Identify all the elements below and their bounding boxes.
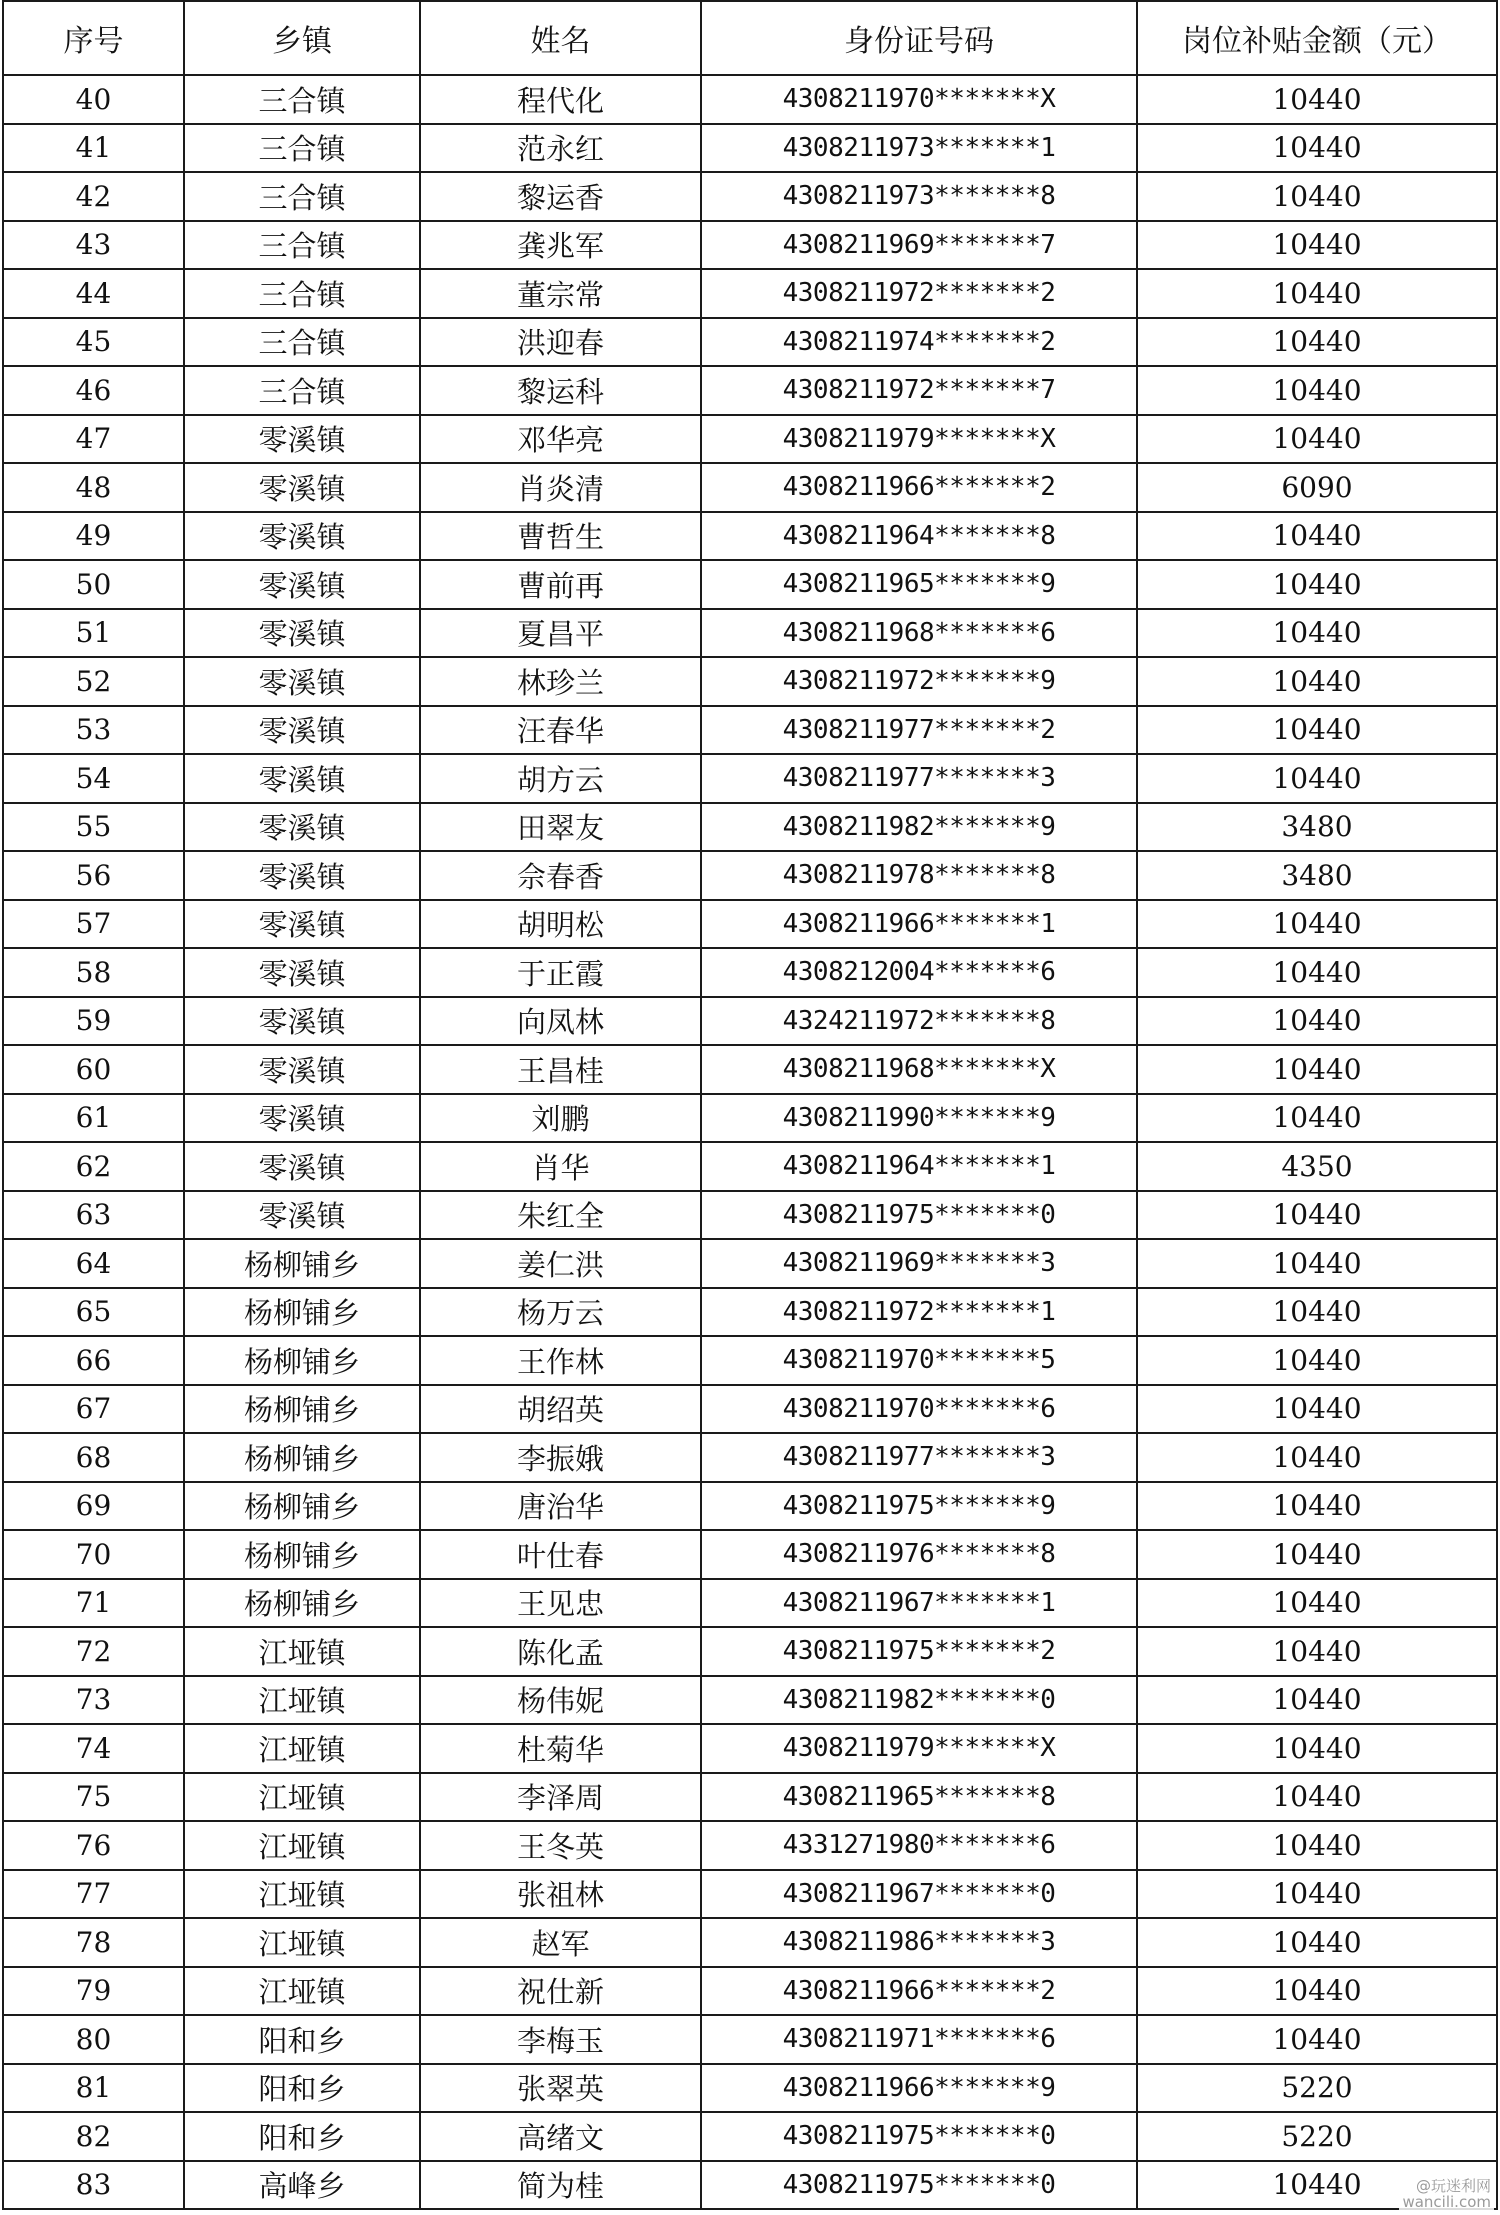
cell-township: 零溪镇 xyxy=(184,609,420,658)
cell-name: 胡方云 xyxy=(420,754,701,803)
cell-name: 杜菊华 xyxy=(420,1724,701,1773)
cell-seq: 60 xyxy=(3,1045,184,1094)
col-header-name: 姓名 xyxy=(420,1,701,75)
table-row xyxy=(3,124,1497,173)
cell-name: 汪春华 xyxy=(420,706,701,755)
cell-id-number: 4308211982*******0 xyxy=(701,1676,1137,1725)
cell-id-number: 4308211969*******3 xyxy=(701,1239,1137,1288)
cell-township: 零溪镇 xyxy=(184,1094,420,1143)
cell-subsidy-amount: 10440 xyxy=(1137,948,1497,997)
cell-township: 杨柳铺乡 xyxy=(184,1482,420,1531)
table-row xyxy=(3,75,1497,124)
cell-seq: 55 xyxy=(3,803,184,852)
cell-id-number: 4308211975*******2 xyxy=(701,1627,1137,1676)
cell-id-number: 4308211964*******1 xyxy=(701,1142,1137,1191)
cell-subsidy-amount: 10440 xyxy=(1137,1821,1497,1870)
cell-name: 王见忠 xyxy=(420,1579,701,1628)
cell-subsidy-amount: 10440 xyxy=(1137,221,1497,270)
cell-township: 杨柳铺乡 xyxy=(184,1336,420,1385)
cell-id-number: 4308211975*******0 xyxy=(701,1191,1137,1240)
cell-id-number: 4308211967*******0 xyxy=(701,1870,1137,1919)
cell-seq: 63 xyxy=(3,1191,184,1240)
cell-name: 肖华 xyxy=(420,1142,701,1191)
cell-township: 零溪镇 xyxy=(184,851,420,900)
cell-subsidy-amount: 10440 xyxy=(1137,1676,1497,1725)
cell-subsidy-amount: 10440 xyxy=(1137,75,1497,124)
cell-id-number: 4308211977*******2 xyxy=(701,706,1137,755)
cell-subsidy-amount: 10440 xyxy=(1137,1239,1497,1288)
cell-id-number: 4308211967*******1 xyxy=(701,1579,1137,1628)
cell-subsidy-amount: 10440 xyxy=(1137,1336,1497,1385)
cell-township: 零溪镇 xyxy=(184,657,420,706)
cell-id-number: 4331271980*******6 xyxy=(701,1821,1137,1870)
cell-name: 王昌桂 xyxy=(420,1045,701,1094)
cell-id-number: 4308211966*******9 xyxy=(701,2064,1137,2113)
cell-seq: 50 xyxy=(3,560,184,609)
cell-name: 于正霞 xyxy=(420,948,701,997)
cell-name: 李泽周 xyxy=(420,1773,701,1822)
cell-township: 阳和乡 xyxy=(184,2015,420,2064)
cell-name: 高绪文 xyxy=(420,2112,701,2161)
cell-township: 阳和乡 xyxy=(184,2112,420,2161)
table-row xyxy=(3,1821,1497,1870)
cell-subsidy-amount: 10440 xyxy=(1137,318,1497,367)
cell-subsidy-amount: 5220 xyxy=(1137,2064,1497,2113)
cell-subsidy-amount: 3480 xyxy=(1137,851,1497,900)
cell-seq: 73 xyxy=(3,1676,184,1725)
cell-name: 唐治华 xyxy=(420,1482,701,1531)
cell-id-number: 4308211966*******2 xyxy=(701,1967,1137,2016)
cell-subsidy-amount: 10440 xyxy=(1137,124,1497,173)
cell-id-number: 4308211979*******X xyxy=(701,1724,1137,1773)
cell-id-number: 4308211986*******3 xyxy=(701,1918,1137,1967)
cell-township: 零溪镇 xyxy=(184,948,420,997)
cell-seq: 65 xyxy=(3,1288,184,1337)
cell-subsidy-amount: 4350 xyxy=(1137,1142,1497,1191)
cell-id-number: 4308211975*******9 xyxy=(701,1482,1137,1531)
cell-township: 三合镇 xyxy=(184,318,420,367)
cell-township: 零溪镇 xyxy=(184,754,420,803)
cell-seq: 57 xyxy=(3,900,184,949)
table-row xyxy=(3,1385,1497,1434)
table-row xyxy=(3,1967,1497,2016)
cell-subsidy-amount: 10440 xyxy=(1137,1045,1497,1094)
cell-name: 祝仕新 xyxy=(420,1967,701,2016)
cell-township: 三合镇 xyxy=(184,221,420,270)
cell-name: 邓华亮 xyxy=(420,415,701,464)
cell-seq: 46 xyxy=(3,366,184,415)
cell-name: 曹前再 xyxy=(420,560,701,609)
cell-subsidy-amount: 10440 xyxy=(1137,1530,1497,1579)
table-row xyxy=(3,221,1497,270)
cell-seq: 80 xyxy=(3,2015,184,2064)
table-row xyxy=(3,851,1497,900)
table-header-row xyxy=(3,1,1497,75)
table-row xyxy=(3,1773,1497,1822)
cell-subsidy-amount: 10440 xyxy=(1137,657,1497,706)
cell-id-number: 4308211972*******7 xyxy=(701,366,1137,415)
cell-seq: 53 xyxy=(3,706,184,755)
cell-subsidy-amount: 10440 xyxy=(1137,1724,1497,1773)
cell-seq: 40 xyxy=(3,75,184,124)
cell-name: 赵军 xyxy=(420,1918,701,1967)
cell-id-number: 4308211975*******0 xyxy=(701,2161,1137,2210)
document-sheet xyxy=(2,0,1496,2215)
cell-seq: 75 xyxy=(3,1773,184,1822)
col-header-subsidy-amount: 岗位补贴金额（元） xyxy=(1137,1,1497,75)
cell-township: 零溪镇 xyxy=(184,900,420,949)
cell-seq: 81 xyxy=(3,2064,184,2113)
cell-seq: 64 xyxy=(3,1239,184,1288)
cell-subsidy-amount: 10440 xyxy=(1137,2015,1497,2064)
cell-name: 黎运科 xyxy=(420,366,701,415)
cell-seq: 41 xyxy=(3,124,184,173)
table-body xyxy=(3,75,1497,2209)
cell-township: 零溪镇 xyxy=(184,415,420,464)
cell-id-number: 4324211972*******8 xyxy=(701,997,1137,1046)
table-row xyxy=(3,609,1497,658)
cell-subsidy-amount: 10440 xyxy=(1137,1870,1497,1919)
cell-id-number: 4308211973*******1 xyxy=(701,124,1137,173)
cell-name: 黎运香 xyxy=(420,172,701,221)
cell-subsidy-amount: 10440 xyxy=(1137,560,1497,609)
cell-subsidy-amount: 10440 xyxy=(1137,415,1497,464)
cell-township: 零溪镇 xyxy=(184,1142,420,1191)
cell-seq: 83 xyxy=(3,2161,184,2210)
table-row xyxy=(3,2015,1497,2064)
cell-township: 三合镇 xyxy=(184,366,420,415)
table-row xyxy=(3,1530,1497,1579)
table-row xyxy=(3,512,1497,561)
cell-id-number: 4308211966*******1 xyxy=(701,900,1137,949)
table-row xyxy=(3,415,1497,464)
watermark-line-2: wancili.com xyxy=(1402,2193,1491,2211)
table-row xyxy=(3,2161,1497,2210)
cell-township: 零溪镇 xyxy=(184,1045,420,1094)
cell-name: 陈化孟 xyxy=(420,1627,701,1676)
cell-township: 零溪镇 xyxy=(184,706,420,755)
cell-name: 龚兆军 xyxy=(420,221,701,270)
cell-township: 江垭镇 xyxy=(184,1918,420,1967)
cell-seq: 67 xyxy=(3,1385,184,1434)
cell-name: 王冬英 xyxy=(420,1821,701,1870)
cell-seq: 49 xyxy=(3,512,184,561)
cell-id-number: 4308211974*******2 xyxy=(701,318,1137,367)
cell-name: 张翠英 xyxy=(420,2064,701,2113)
cell-township: 阳和乡 xyxy=(184,2064,420,2113)
table-row xyxy=(3,1579,1497,1628)
cell-name: 杨万云 xyxy=(420,1288,701,1337)
watermark-line-1: @玩迷利网 xyxy=(1415,2177,1491,2195)
cell-id-number: 4308211965*******8 xyxy=(701,1773,1137,1822)
cell-seq: 66 xyxy=(3,1336,184,1385)
cell-township: 零溪镇 xyxy=(184,803,420,852)
cell-id-number: 4308211970*******X xyxy=(701,75,1137,124)
cell-seq: 82 xyxy=(3,2112,184,2161)
cell-id-number: 4308211976*******8 xyxy=(701,1530,1137,1579)
cell-id-number: 4308211972*******1 xyxy=(701,1288,1137,1337)
table-row xyxy=(3,2064,1497,2113)
cell-seq: 69 xyxy=(3,1482,184,1531)
cell-township: 零溪镇 xyxy=(184,512,420,561)
cell-township: 江垭镇 xyxy=(184,1870,420,1919)
cell-subsidy-amount: 10440 xyxy=(1137,1773,1497,1822)
cell-subsidy-amount: 10440 xyxy=(1137,1191,1497,1240)
table-row xyxy=(3,803,1497,852)
table-row xyxy=(3,1288,1497,1337)
table-row xyxy=(3,1918,1497,1967)
cell-seq: 48 xyxy=(3,463,184,512)
cell-subsidy-amount: 5220 xyxy=(1137,2112,1497,2161)
site-watermark xyxy=(1399,2177,1494,2211)
cell-township: 高峰乡 xyxy=(184,2161,420,2210)
cell-seq: 78 xyxy=(3,1918,184,1967)
cell-name: 杨伟妮 xyxy=(420,1676,701,1725)
cell-id-number: 4308211990*******9 xyxy=(701,1094,1137,1143)
table-row xyxy=(3,1724,1497,1773)
cell-name: 简为桂 xyxy=(420,2161,701,2210)
cell-seq: 61 xyxy=(3,1094,184,1143)
table-row xyxy=(3,900,1497,949)
cell-seq: 59 xyxy=(3,997,184,1046)
cell-seq: 76 xyxy=(3,1821,184,1870)
table-row xyxy=(3,1627,1497,1676)
cell-subsidy-amount: 10440 xyxy=(1137,1482,1497,1531)
cell-township: 杨柳铺乡 xyxy=(184,1530,420,1579)
table-row xyxy=(3,1142,1497,1191)
cell-seq: 43 xyxy=(3,221,184,270)
cell-id-number: 4308211979*******X xyxy=(701,415,1137,464)
cell-id-number: 4308211975*******0 xyxy=(701,2112,1137,2161)
cell-subsidy-amount: 10440 xyxy=(1137,366,1497,415)
cell-subsidy-amount: 10440 xyxy=(1137,900,1497,949)
cell-name: 肖炎清 xyxy=(420,463,701,512)
cell-name: 董宗常 xyxy=(420,269,701,318)
cell-township: 零溪镇 xyxy=(184,560,420,609)
cell-id-number: 4308212004*******6 xyxy=(701,948,1137,997)
cell-township: 三合镇 xyxy=(184,124,420,173)
cell-seq: 47 xyxy=(3,415,184,464)
cell-id-number: 4308211977*******3 xyxy=(701,754,1137,803)
cell-subsidy-amount: 10440 xyxy=(1137,1433,1497,1482)
cell-township: 三合镇 xyxy=(184,269,420,318)
cell-seq: 56 xyxy=(3,851,184,900)
table-row xyxy=(3,366,1497,415)
table-row xyxy=(3,1239,1497,1288)
cell-name: 曹哲生 xyxy=(420,512,701,561)
table-row xyxy=(3,560,1497,609)
cell-id-number: 4308211971*******6 xyxy=(701,2015,1137,2064)
cell-township: 杨柳铺乡 xyxy=(184,1579,420,1628)
cell-seq: 71 xyxy=(3,1579,184,1628)
cell-township: 三合镇 xyxy=(184,172,420,221)
cell-township: 三合镇 xyxy=(184,75,420,124)
cell-seq: 44 xyxy=(3,269,184,318)
cell-name: 张祖林 xyxy=(420,1870,701,1919)
cell-subsidy-amount: 10440 xyxy=(1137,1385,1497,1434)
cell-seq: 68 xyxy=(3,1433,184,1482)
cell-seq: 70 xyxy=(3,1530,184,1579)
cell-id-number: 4308211968*******6 xyxy=(701,609,1137,658)
cell-id-number: 4308211966*******2 xyxy=(701,463,1137,512)
table-row xyxy=(3,269,1497,318)
cell-subsidy-amount: 10440 xyxy=(1137,172,1497,221)
cell-subsidy-amount: 10440 xyxy=(1137,609,1497,658)
cell-township: 江垭镇 xyxy=(184,1773,420,1822)
col-header-township: 乡镇 xyxy=(184,1,420,75)
cell-subsidy-amount: 3480 xyxy=(1137,803,1497,852)
table-row xyxy=(3,1870,1497,1919)
cell-seq: 72 xyxy=(3,1627,184,1676)
cell-name: 程代化 xyxy=(420,75,701,124)
table-row xyxy=(3,172,1497,221)
cell-name: 叶仕春 xyxy=(420,1530,701,1579)
cell-subsidy-amount: 10440 xyxy=(1137,1288,1497,1337)
cell-subsidy-amount: 10440 xyxy=(1137,2161,1497,2210)
table-row xyxy=(3,1433,1497,1482)
cell-subsidy-amount: 10440 xyxy=(1137,1579,1497,1628)
cell-id-number: 4308211970*******6 xyxy=(701,1385,1137,1434)
cell-subsidy-amount: 10440 xyxy=(1137,512,1497,561)
cell-seq: 52 xyxy=(3,657,184,706)
cell-township: 江垭镇 xyxy=(184,1821,420,1870)
cell-seq: 58 xyxy=(3,948,184,997)
cell-id-number: 4308211982*******9 xyxy=(701,803,1137,852)
cell-id-number: 4308211972*******2 xyxy=(701,269,1137,318)
cell-id-number: 4308211978*******8 xyxy=(701,851,1137,900)
cell-name: 洪迎春 xyxy=(420,318,701,367)
cell-id-number: 4308211973*******8 xyxy=(701,172,1137,221)
subsidy-table xyxy=(2,0,1498,2210)
cell-township: 杨柳铺乡 xyxy=(184,1433,420,1482)
cell-name: 刘鹏 xyxy=(420,1094,701,1143)
cell-seq: 74 xyxy=(3,1724,184,1773)
table-row xyxy=(3,948,1497,997)
cell-seq: 45 xyxy=(3,318,184,367)
cell-name: 胡绍英 xyxy=(420,1385,701,1434)
cell-name: 李梅玉 xyxy=(420,2015,701,2064)
cell-id-number: 4308211972*******9 xyxy=(701,657,1137,706)
cell-subsidy-amount: 10440 xyxy=(1137,706,1497,755)
table-row xyxy=(3,463,1497,512)
cell-township: 江垭镇 xyxy=(184,1676,420,1725)
cell-subsidy-amount: 10440 xyxy=(1137,1967,1497,2016)
cell-name: 李振娥 xyxy=(420,1433,701,1482)
cell-name: 朱红全 xyxy=(420,1191,701,1240)
table-row xyxy=(3,657,1497,706)
cell-id-number: 4308211977*******3 xyxy=(701,1433,1137,1482)
table-row xyxy=(3,1191,1497,1240)
col-header-seq: 序号 xyxy=(3,1,184,75)
cell-subsidy-amount: 6090 xyxy=(1137,463,1497,512)
table-row xyxy=(3,754,1497,803)
cell-id-number: 4308211970*******5 xyxy=(701,1336,1137,1385)
cell-township: 杨柳铺乡 xyxy=(184,1385,420,1434)
cell-subsidy-amount: 10440 xyxy=(1137,1094,1497,1143)
cell-id-number: 4308211969*******7 xyxy=(701,221,1137,270)
cell-id-number: 4308211968*******X xyxy=(701,1045,1137,1094)
cell-seq: 62 xyxy=(3,1142,184,1191)
table-row xyxy=(3,2112,1497,2161)
cell-subsidy-amount: 10440 xyxy=(1137,269,1497,318)
cell-township: 江垭镇 xyxy=(184,1724,420,1773)
table-row xyxy=(3,997,1497,1046)
table-row xyxy=(3,1676,1497,1725)
table-row xyxy=(3,1336,1497,1385)
cell-subsidy-amount: 10440 xyxy=(1137,1627,1497,1676)
cell-seq: 77 xyxy=(3,1870,184,1919)
cell-seq: 79 xyxy=(3,1967,184,2016)
cell-seq: 54 xyxy=(3,754,184,803)
cell-seq: 42 xyxy=(3,172,184,221)
cell-township: 零溪镇 xyxy=(184,463,420,512)
cell-id-number: 4308211965*******9 xyxy=(701,560,1137,609)
table-row xyxy=(3,318,1497,367)
cell-name: 向凤林 xyxy=(420,997,701,1046)
table-row xyxy=(3,1045,1497,1094)
cell-name: 夏昌平 xyxy=(420,609,701,658)
cell-township: 零溪镇 xyxy=(184,1191,420,1240)
table-row xyxy=(3,1094,1497,1143)
cell-subsidy-amount: 10440 xyxy=(1137,997,1497,1046)
cell-township: 江垭镇 xyxy=(184,1967,420,2016)
cell-id-number: 4308211964*******8 xyxy=(701,512,1137,561)
cell-name: 林珍兰 xyxy=(420,657,701,706)
cell-township: 江垭镇 xyxy=(184,1627,420,1676)
cell-township: 杨柳铺乡 xyxy=(184,1288,420,1337)
cell-name: 佘春香 xyxy=(420,851,701,900)
cell-name: 王作林 xyxy=(420,1336,701,1385)
cell-name: 胡明松 xyxy=(420,900,701,949)
col-header-id-number: 身份证号码 xyxy=(701,1,1137,75)
cell-township: 零溪镇 xyxy=(184,997,420,1046)
cell-township: 杨柳铺乡 xyxy=(184,1239,420,1288)
cell-subsidy-amount: 10440 xyxy=(1137,1918,1497,1967)
table-row xyxy=(3,706,1497,755)
cell-seq: 51 xyxy=(3,609,184,658)
cell-name: 姜仁洪 xyxy=(420,1239,701,1288)
cell-name: 田翠友 xyxy=(420,803,701,852)
table-row xyxy=(3,1482,1497,1531)
cell-name: 范永红 xyxy=(420,124,701,173)
cell-subsidy-amount: 10440 xyxy=(1137,754,1497,803)
